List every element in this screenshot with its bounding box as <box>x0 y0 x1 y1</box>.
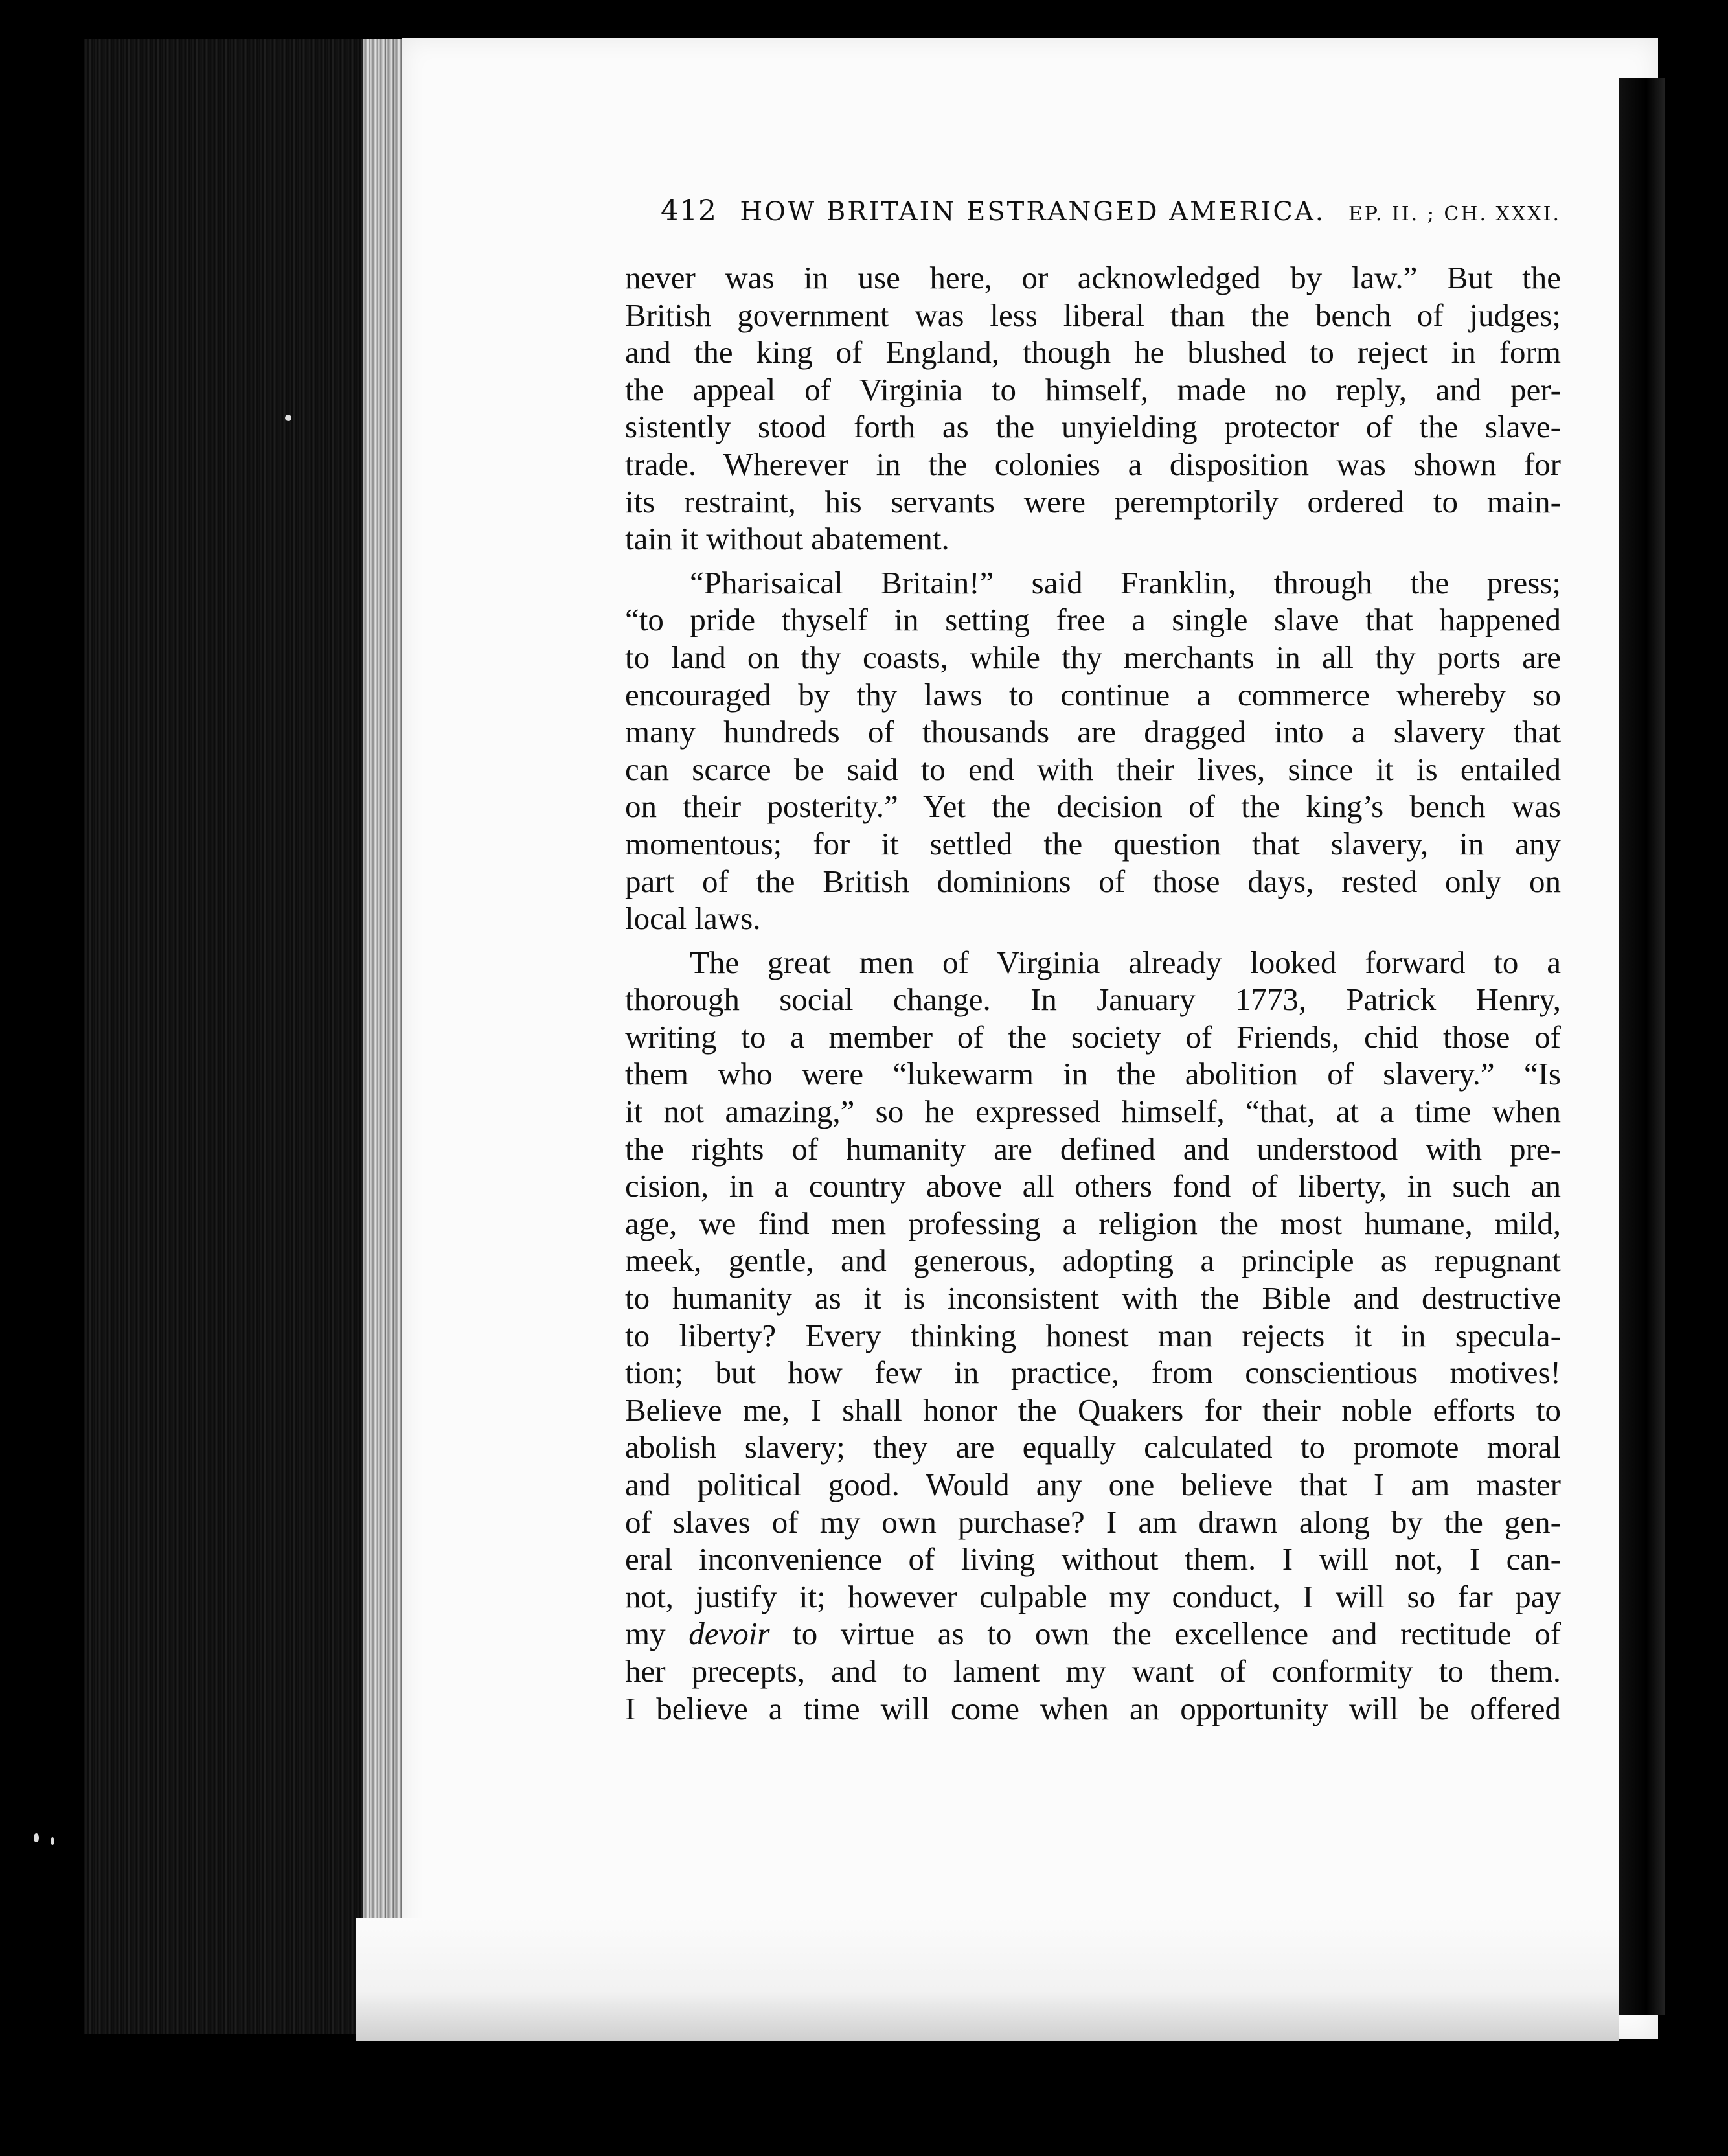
text-line: never was in use here, or acknowledged by law.” But the <box>625 260 1561 295</box>
running-title: HOW BRITAIN ESTRANGED AMERICA. <box>740 197 1326 227</box>
text-line: to land on thy coasts, while thy merchants in all thy ports are <box>625 639 1561 675</box>
text-line: them who were “lukewarm in the abolition of slavery.” “Is <box>625 1056 1561 1092</box>
page-number: 412 <box>661 194 717 227</box>
text-line: sistently stood forth as the unyielding protector of the slave- <box>625 409 1561 445</box>
text-line-with-italic <box>625 1615 1561 1653</box>
text-line: thorough social change. In January 1773, Patrick Henry, <box>625 981 1561 1018</box>
text-line: local laws. <box>625 900 761 937</box>
text-line: of slaves of my own purchase? I am drawn along by the gen- <box>625 1504 1561 1540</box>
text-line: momentous; for it settled the question that slavery, in any <box>625 825 1561 862</box>
text-line: I believe a time will come when an opportunity will be offered <box>625 1690 1561 1726</box>
chapter-reference: EP. II. ; CH. XXXI. <box>1348 203 1561 225</box>
text-line: the appeal of Virginia to himself, made no reply, and per- <box>625 371 1561 407</box>
text-line: the rights of humanity are defined and understood with pre- <box>625 1130 1561 1167</box>
text-line: eral inconvenience of living without them. I will not, I can- <box>625 1541 1561 1577</box>
text-line: British government was less liberal than the bench of judges; <box>625 297 1561 333</box>
text-line: tain it without abatement. <box>625 521 949 557</box>
text-line: not, justify it; however culpable my conduct, I will so far pay <box>625 1578 1561 1614</box>
text-line: can scarce be said to end with their lives, since it is entailed <box>625 751 1561 787</box>
scan-speck <box>51 1837 54 1845</box>
text-fragment: to virtue as to own the excellence and rectitude of <box>793 1616 1561 1652</box>
text-line: writing to a member of the society of Friends, chid those of <box>625 1018 1561 1055</box>
text-line: and political good. Would any one believe that I am master <box>625 1467 1561 1502</box>
facing-page-edge <box>1619 78 1665 2015</box>
text-line: to liberty? Every thinking honest man rejects it in specula- <box>625 1317 1561 1353</box>
scan-speck <box>34 1833 39 1842</box>
text-line: “Pharisaical Britain!” said Franklin, through the press; <box>690 564 1561 601</box>
text-line: to humanity as it is inconsistent with the Bible and destructive <box>625 1280 1561 1316</box>
page-bottom-shadow <box>356 1918 1619 2041</box>
text-fragment: my <box>625 1616 666 1652</box>
text-line: part of the British dominions of those days, rested only on <box>625 863 1561 899</box>
text-line: and the king of England, though he blushed to reject in form <box>625 334 1561 371</box>
running-head <box>661 194 1561 240</box>
page-edge-highlight <box>363 39 402 2034</box>
text-line: her precepts, and to lament my want of conformity to them. <box>625 1653 1561 1689</box>
text-line: its restraint, his servants were peremptorily ordered to main- <box>625 483 1561 520</box>
text-line: “to pride thyself in setting free a single slave that happened <box>625 602 1561 638</box>
text-line: The great men of Virginia already looked forward to a <box>690 944 1561 980</box>
text-line: cision, in a country above all others fond of liberty, in such an <box>625 1168 1561 1204</box>
text-line: on their posterity.” Yet the decision of the king’s bench was <box>625 788 1561 825</box>
text-line: many hundreds of thousands are dragged into a slavery that <box>625 714 1561 750</box>
italic-word: devoir <box>688 1616 770 1652</box>
text-line: it not amazing,” so he expressed himself, “that, at a time when <box>625 1094 1561 1130</box>
text-line: Believe me, I shall honor the Quakers for their noble efforts to <box>625 1392 1561 1428</box>
text-line: abolish slavery; they are equally calculated to promote moral <box>625 1429 1561 1465</box>
text-line: tion; but how few in practice, from conscientious motives! <box>625 1355 1561 1391</box>
text-line: age, we find men professing a religion the most humane, mild, <box>625 1205 1561 1241</box>
text-line: trade. Wherever in the colonies a disposition was shown for <box>625 446 1561 482</box>
text-line: encouraged by thy laws to continue a commerce whereby so <box>625 676 1561 713</box>
scan-speck <box>285 415 291 421</box>
body-text <box>625 259 1561 1727</box>
book-fore-edge <box>84 39 395 2034</box>
text-line: meek, gentle, and generous, adopting a principle as repugnant <box>625 1243 1561 1279</box>
